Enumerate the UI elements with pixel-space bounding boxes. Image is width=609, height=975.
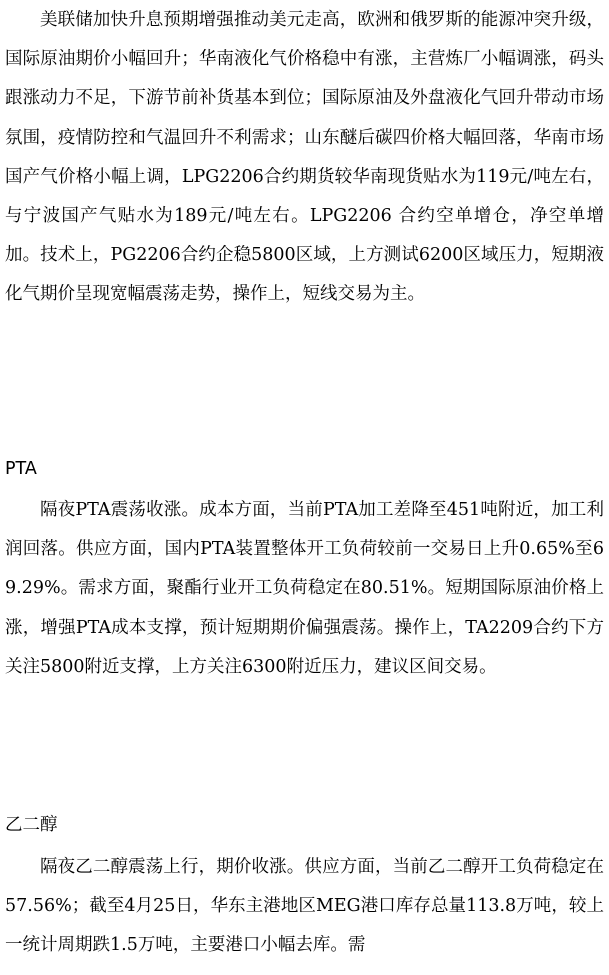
meg-paragraph: 隔夜乙二醇震荡上行，期价收涨。供应方面，当前乙二醇开工负荷稳定在57.56%；截至4月25日，华东主港地区MEG港口库存总量113.8万吨，较上一统计周期跌1.5万吨，主要港口小幅去库。需 <box>5 857 604 956</box>
pta-paragraph: 隔夜PTA震荡收涨。成本方面，当前PTA加工差降至451吨附近，加工利润回落。供应方面，国内PTA装置整体开工负荷较前一交易日上升0.65%至69.29%。需求方面，聚酯行业开工负荷稳定在80.51%。短期国际原油价格上涨，增强PTA成本支撑，预计短期期价偏强震荡。操作上，TA2209合约下方关注5800附近支撑，上方关注6300附近压力，建议区间交易。 <box>5 500 604 677</box>
pta-heading: PTA <box>5 459 37 479</box>
meg-heading: 乙二醇 <box>5 815 58 835</box>
lpg-paragraph: 美联储加快升息预期增强推动美元走高，欧洲和俄罗斯的能源冲突升级，国际原油期价小幅回升；华南液化气价格稳中有涨，主营炼厂小幅调涨，码头跟涨动力不足，下游节前补货基本到位；国际原油及外盘液化气回升带动市场氛围，疫情防控和气温回升不利需求；山东醚后碳四价格大幅回落，华南市场国产气价格小幅上调，LPG2206合约期货较华南现货贴水为119元/吨左右，与宁波国产气贴水为189元/吨左右。LPG2206 合约空单增仓，净空单增加。技术上，PG2206合约企稳5800区域，上方测试6200区域压力，短期液化气期价呈现宽幅震荡走势，操作上，短线交易为主。 <box>5 10 604 305</box>
